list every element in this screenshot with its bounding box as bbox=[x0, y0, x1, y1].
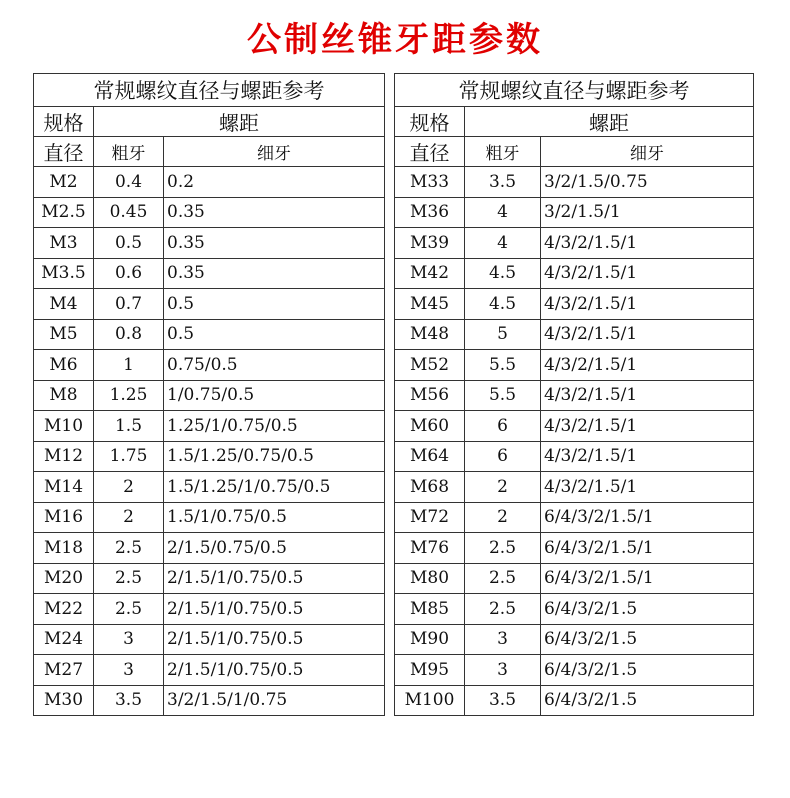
coarse-pitch-cell: 2.5 bbox=[465, 594, 541, 625]
coarse-pitch-cell: 1.5 bbox=[94, 411, 164, 442]
fine-pitch-cell: 4/3/2/1.5/1 bbox=[541, 289, 754, 320]
thread-size-cell: M48 bbox=[395, 319, 465, 350]
table-row bbox=[34, 258, 385, 289]
table-row bbox=[34, 350, 385, 381]
coarse-pitch-cell: 2 bbox=[94, 472, 164, 503]
fine-pitch-cell: 1.5/1.25/0.75/0.5 bbox=[164, 441, 385, 472]
coarse-header: 粗牙 bbox=[465, 137, 541, 167]
fine-pitch-cell: 6/4/3/2/1.5 bbox=[541, 685, 754, 716]
table-row bbox=[34, 411, 385, 442]
fine-pitch-cell: 3/2/1.5/0.75 bbox=[541, 167, 754, 198]
coarse-pitch-cell: 4 bbox=[465, 197, 541, 228]
table-row bbox=[34, 319, 385, 350]
coarse-pitch-cell: 3.5 bbox=[465, 167, 541, 198]
thread-size-cell: M18 bbox=[34, 533, 94, 564]
thread-size-cell: M33 bbox=[395, 167, 465, 198]
coarse-pitch-cell: 2.5 bbox=[465, 533, 541, 564]
thread-size-cell: M95 bbox=[395, 655, 465, 686]
thread-size-cell: M16 bbox=[34, 502, 94, 533]
thread-size-cell: M39 bbox=[395, 228, 465, 259]
coarse-pitch-cell: 1.25 bbox=[94, 380, 164, 411]
coarse-pitch-cell: 1 bbox=[94, 350, 164, 381]
thread-size-cell: M27 bbox=[34, 655, 94, 686]
thread-size-cell: M30 bbox=[34, 685, 94, 716]
thread-size-cell: M85 bbox=[395, 594, 465, 625]
coarse-pitch-cell: 4.5 bbox=[465, 289, 541, 320]
table-row bbox=[395, 533, 754, 564]
table-row bbox=[395, 563, 754, 594]
fine-pitch-cell: 4/3/2/1.5/1 bbox=[541, 319, 754, 350]
table-row bbox=[34, 594, 385, 625]
coarse-pitch-cell: 3 bbox=[465, 624, 541, 655]
fine-pitch-cell: 6/4/3/2/1.5 bbox=[541, 594, 754, 625]
fine-pitch-cell: 0.5 bbox=[164, 289, 385, 320]
table-row bbox=[34, 228, 385, 259]
thread-size-cell: M3 bbox=[34, 228, 94, 259]
thread-size-cell: M60 bbox=[395, 411, 465, 442]
thread-size-cell: M5 bbox=[34, 319, 94, 350]
thread-size-cell: M10 bbox=[34, 411, 94, 442]
coarse-pitch-cell: 3 bbox=[94, 655, 164, 686]
thread-size-cell: M4 bbox=[34, 289, 94, 320]
table-row bbox=[395, 441, 754, 472]
fine-pitch-cell: 3/2/1.5/1 bbox=[541, 197, 754, 228]
coarse-pitch-cell: 6 bbox=[465, 441, 541, 472]
table-row bbox=[34, 289, 385, 320]
table-row bbox=[395, 594, 754, 625]
thread-size-cell: M45 bbox=[395, 289, 465, 320]
table-row bbox=[34, 197, 385, 228]
fine-pitch-cell: 4/3/2/1.5/1 bbox=[541, 472, 754, 503]
thread-size-cell: M42 bbox=[395, 258, 465, 289]
size-header-line1: 规格 bbox=[34, 107, 94, 137]
table-row bbox=[395, 411, 754, 442]
fine-pitch-cell: 6/4/3/2/1.5/1 bbox=[541, 563, 754, 594]
thread-size-cell: M14 bbox=[34, 472, 94, 503]
coarse-pitch-cell: 5.5 bbox=[465, 380, 541, 411]
thread-size-cell: M22 bbox=[34, 594, 94, 625]
coarse-pitch-cell: 5 bbox=[465, 319, 541, 350]
coarse-pitch-cell: 6 bbox=[465, 411, 541, 442]
table-row bbox=[34, 563, 385, 594]
table-row bbox=[34, 655, 385, 686]
table-row bbox=[395, 380, 754, 411]
fine-pitch-cell: 0.35 bbox=[164, 258, 385, 289]
table-row bbox=[395, 167, 754, 198]
table-row bbox=[34, 502, 385, 533]
thread-size-cell: M68 bbox=[395, 472, 465, 503]
table-caption: 常规螺纹直径与螺距参考 bbox=[34, 74, 385, 107]
table-row bbox=[34, 167, 385, 198]
coarse-pitch-cell: 4 bbox=[465, 228, 541, 259]
fine-pitch-cell: 2/1.5/1/0.75/0.5 bbox=[164, 655, 385, 686]
fine-header: 细牙 bbox=[541, 137, 754, 167]
table-row bbox=[395, 502, 754, 533]
coarse-pitch-cell: 2 bbox=[94, 502, 164, 533]
thread-size-cell: M20 bbox=[34, 563, 94, 594]
coarse-pitch-cell: 1.75 bbox=[94, 441, 164, 472]
fine-pitch-cell: 0.35 bbox=[164, 228, 385, 259]
coarse-pitch-cell: 2.5 bbox=[465, 563, 541, 594]
coarse-header: 粗牙 bbox=[94, 137, 164, 167]
size-header-line1: 规格 bbox=[395, 107, 465, 137]
thread-size-cell: M56 bbox=[395, 380, 465, 411]
table-row bbox=[395, 197, 754, 228]
table-row bbox=[395, 289, 754, 320]
fine-pitch-cell: 0.35 bbox=[164, 197, 385, 228]
thread-size-cell: M100 bbox=[395, 685, 465, 716]
table-row bbox=[34, 380, 385, 411]
thread-size-cell: M90 bbox=[395, 624, 465, 655]
fine-pitch-cell: 3/2/1.5/1/0.75 bbox=[164, 685, 385, 716]
fine-pitch-cell: 1.5/1.25/1/0.75/0.5 bbox=[164, 472, 385, 503]
fine-pitch-cell: 6/4/3/2/1.5 bbox=[541, 655, 754, 686]
table-row bbox=[395, 624, 754, 655]
table-body bbox=[34, 167, 385, 716]
table-row bbox=[34, 624, 385, 655]
thread-pitch-table-left bbox=[33, 73, 385, 716]
thread-size-cell: M2 bbox=[34, 167, 94, 198]
fine-pitch-cell: 4/3/2/1.5/1 bbox=[541, 441, 754, 472]
coarse-pitch-cell: 0.8 bbox=[94, 319, 164, 350]
page-title: 公制丝锥牙距参数 bbox=[247, 20, 543, 60]
thread-size-cell: M24 bbox=[34, 624, 94, 655]
fine-pitch-cell: 0.2 bbox=[164, 167, 385, 198]
table-row bbox=[395, 319, 754, 350]
thread-size-cell: M76 bbox=[395, 533, 465, 564]
size-header-line2: 直径 bbox=[395, 137, 465, 167]
coarse-pitch-cell: 3 bbox=[465, 655, 541, 686]
thread-size-cell: M52 bbox=[395, 350, 465, 381]
fine-pitch-cell: 4/3/2/1.5/1 bbox=[541, 411, 754, 442]
table-row bbox=[395, 472, 754, 503]
coarse-pitch-cell: 3.5 bbox=[465, 685, 541, 716]
pitch-header: 螺距 bbox=[94, 107, 385, 137]
thread-pitch-table-right bbox=[394, 73, 754, 716]
coarse-pitch-cell: 0.4 bbox=[94, 167, 164, 198]
thread-size-cell: M6 bbox=[34, 350, 94, 381]
coarse-pitch-cell: 2 bbox=[465, 472, 541, 503]
fine-header: 细牙 bbox=[164, 137, 385, 167]
fine-pitch-cell: 1.5/1/0.75/0.5 bbox=[164, 502, 385, 533]
fine-pitch-cell: 2/1.5/1/0.75/0.5 bbox=[164, 624, 385, 655]
fine-pitch-cell: 1.25/1/0.75/0.5 bbox=[164, 411, 385, 442]
table-row bbox=[34, 685, 385, 716]
table-row bbox=[395, 350, 754, 381]
table-row bbox=[34, 441, 385, 472]
coarse-pitch-cell: 2.5 bbox=[94, 533, 164, 564]
fine-pitch-cell: 2/1.5/1/0.75/0.5 bbox=[164, 594, 385, 625]
thread-size-cell: M3.5 bbox=[34, 258, 94, 289]
table-row bbox=[395, 655, 754, 686]
coarse-pitch-cell: 5.5 bbox=[465, 350, 541, 381]
fine-pitch-cell: 4/3/2/1.5/1 bbox=[541, 258, 754, 289]
coarse-pitch-cell: 0.5 bbox=[94, 228, 164, 259]
pitch-header: 螺距 bbox=[465, 107, 754, 137]
thread-size-cell: M36 bbox=[395, 197, 465, 228]
thread-size-cell: M64 bbox=[395, 441, 465, 472]
coarse-pitch-cell: 0.7 bbox=[94, 289, 164, 320]
thread-size-cell: M80 bbox=[395, 563, 465, 594]
coarse-pitch-cell: 2 bbox=[465, 502, 541, 533]
coarse-pitch-cell: 3 bbox=[94, 624, 164, 655]
table-body bbox=[395, 167, 754, 716]
coarse-pitch-cell: 0.6 bbox=[94, 258, 164, 289]
fine-pitch-cell: 4/3/2/1.5/1 bbox=[541, 350, 754, 381]
table-row bbox=[395, 258, 754, 289]
fine-pitch-cell: 6/4/3/2/1.5/1 bbox=[541, 533, 754, 564]
table-caption: 常规螺纹直径与螺距参考 bbox=[395, 74, 754, 107]
size-header-line2: 直径 bbox=[34, 137, 94, 167]
coarse-pitch-cell: 4.5 bbox=[465, 258, 541, 289]
fine-pitch-cell: 6/4/3/2/1.5/1 bbox=[541, 502, 754, 533]
thread-size-cell: M12 bbox=[34, 441, 94, 472]
fine-pitch-cell: 0.75/0.5 bbox=[164, 350, 385, 381]
fine-pitch-cell: 2/1.5/1/0.75/0.5 bbox=[164, 563, 385, 594]
coarse-pitch-cell: 2.5 bbox=[94, 563, 164, 594]
fine-pitch-cell: 2/1.5/0.75/0.5 bbox=[164, 533, 385, 564]
fine-pitch-cell: 4/3/2/1.5/1 bbox=[541, 380, 754, 411]
thread-size-cell: M72 bbox=[395, 502, 465, 533]
thread-size-cell: M8 bbox=[34, 380, 94, 411]
fine-pitch-cell: 6/4/3/2/1.5 bbox=[541, 624, 754, 655]
table-row bbox=[34, 533, 385, 564]
fine-pitch-cell: 4/3/2/1.5/1 bbox=[541, 228, 754, 259]
table-row bbox=[34, 472, 385, 503]
coarse-pitch-cell: 3.5 bbox=[94, 685, 164, 716]
table-row bbox=[395, 685, 754, 716]
fine-pitch-cell: 1/0.75/0.5 bbox=[164, 380, 385, 411]
fine-pitch-cell: 0.5 bbox=[164, 319, 385, 350]
coarse-pitch-cell: 0.45 bbox=[94, 197, 164, 228]
coarse-pitch-cell: 2.5 bbox=[94, 594, 164, 625]
table-row bbox=[395, 228, 754, 259]
thread-size-cell: M2.5 bbox=[34, 197, 94, 228]
